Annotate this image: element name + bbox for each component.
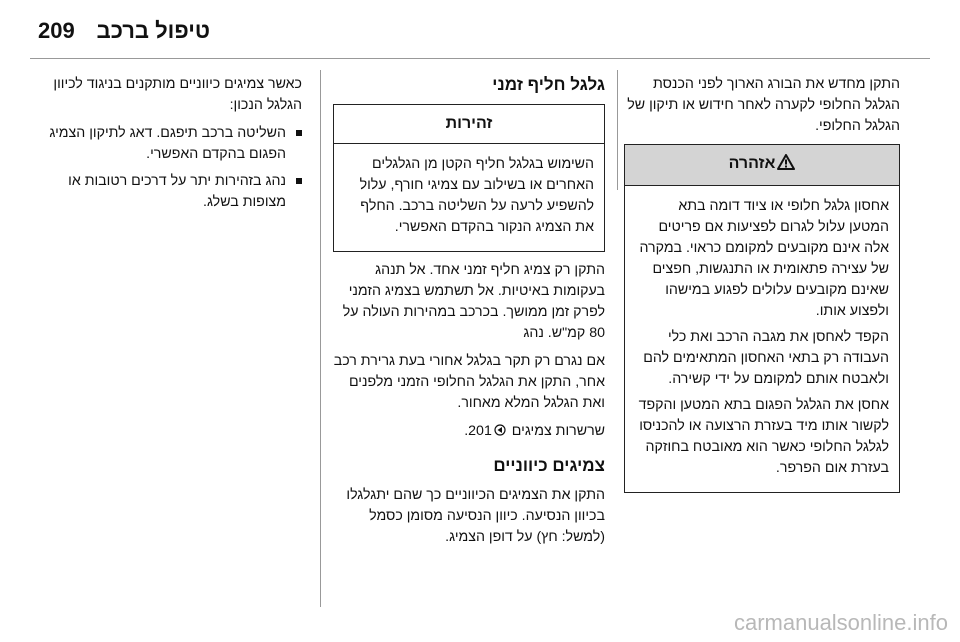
warning-paragraph: אחסון גלגל חלופי או ציוד דומה בתא המטען עלול לגרום לפציעות אם פריטים אלה אינם מקובעים למקומם כראוי. במקרה של עצירה פתאומית או התנגשות, חפצים שאינם מקובעים עלולים לפגוע במישהו ולפצוע אותו. (639, 198, 889, 319)
warning-title: אזהרה (728, 155, 776, 172)
warning-header (625, 145, 899, 186)
caution-body (334, 144, 604, 251)
warning-box (624, 144, 900, 493)
spare-usage-text: התקן רק צמיג חליף זמני אחד. אל תנהג בעקומות באיטיות. אל תשתמש בצמיג הזמני לפרק זמן ממושך. (348, 262, 605, 320)
chains-reference-page: 201 (468, 423, 492, 439)
caution-header: זהירות (334, 105, 604, 144)
consequences-list (30, 123, 302, 213)
list-item (30, 171, 302, 213)
warning-paragraph: אחסן את הגלגל הפגום בתא המטען והקפד לקשור אותו מיד בעזרת הרצועה או להכניסו לגלגל החלופי כאשר הוא מאובטח בחוזקה בעזרת אום הפרפר. (638, 397, 889, 476)
reverse-mount-intro: כאשר צמיגים כיווניים מותקנים בניגוד לכיוון הגלגל הנכון: (53, 76, 302, 113)
chains-reference-text: שרשרות צמיגים (511, 423, 605, 439)
speed-unit: קמ"ש (551, 325, 586, 341)
spare-usage-paragraph (333, 260, 605, 344)
list-item-text: השליטה ברכב תיפגם. דאג לתיקון הצמיג הפגום בהקדם האפשרי. (49, 125, 286, 162)
header-rule (30, 58, 930, 59)
caution-box (333, 104, 605, 252)
directional-tyres-text: התקן את הצמיגים הכיווניים כך שהם יתגלגלו בכיוון הנסיעה. כיוון הנסיעה מסומן כסמל (למשל: חץ) על דופן הצמיג. (346, 487, 605, 545)
bullet-icon (296, 130, 302, 136)
warning-triangle-icon (777, 154, 795, 176)
temporary-spare-heading: גלגל חליף זמני (492, 75, 605, 94)
column-divider-right (617, 70, 618, 190)
chains-reference: שרשרות צמיגים 201. (333, 421, 605, 443)
towing-paragraph: אם נגרם רק תקר בגלגל אחורי בעת גרירת רכב אחר, התקן את הגלגל החלופי הזמני מלפנים ואת הגלגל המלא מאחור. (333, 353, 605, 411)
middle-column (333, 74, 605, 555)
caution-text: השימוש בגלגל חליף הקטן מן הגלגלים האחרים או בשילוב עם צמיגי חורף, עלול להשפיע לרעה על השליטה ברכב. החלף את הצמיג הנקור בהקדם האפשרי. (359, 156, 594, 235)
watermark: carmanualsonline.info (733, 610, 948, 635)
section-title: טיפול ברכב (96, 18, 210, 43)
left-column (30, 74, 302, 219)
page-header (0, 0, 960, 62)
column-divider-left (320, 70, 321, 607)
warning-body (625, 186, 899, 492)
page-number: 209 (38, 18, 75, 43)
speed-note-after: . נהג (523, 325, 552, 341)
list-item-text: נהג בזהירות יתר על דרכים רטובות או מצופות בשלג. (68, 173, 286, 210)
warning-paragraph: הקפד לאחסן את מגבה הרכב ואת כלי העבודה רק בתאי האחסון המתאימים להם ולאבטח אותם למקומם על ידי קשירה. (643, 329, 889, 387)
speed-value: 80 (589, 325, 605, 341)
bullet-icon (296, 178, 302, 184)
right-column (624, 74, 900, 501)
spare-wheel-intro: התקן מחדש את הבורג הארוך לפני הכנסת הגלגל החלופי לקערה לאחר חידוש או תיקון של הגלגל החלופי. (627, 76, 900, 134)
speed-note-before: בכרכב במהירות העולה על (342, 304, 499, 320)
directional-tyres-heading: צמיגים כיווניים (493, 456, 605, 475)
list-item (30, 123, 302, 165)
page-reference-arrow-icon (494, 422, 506, 443)
